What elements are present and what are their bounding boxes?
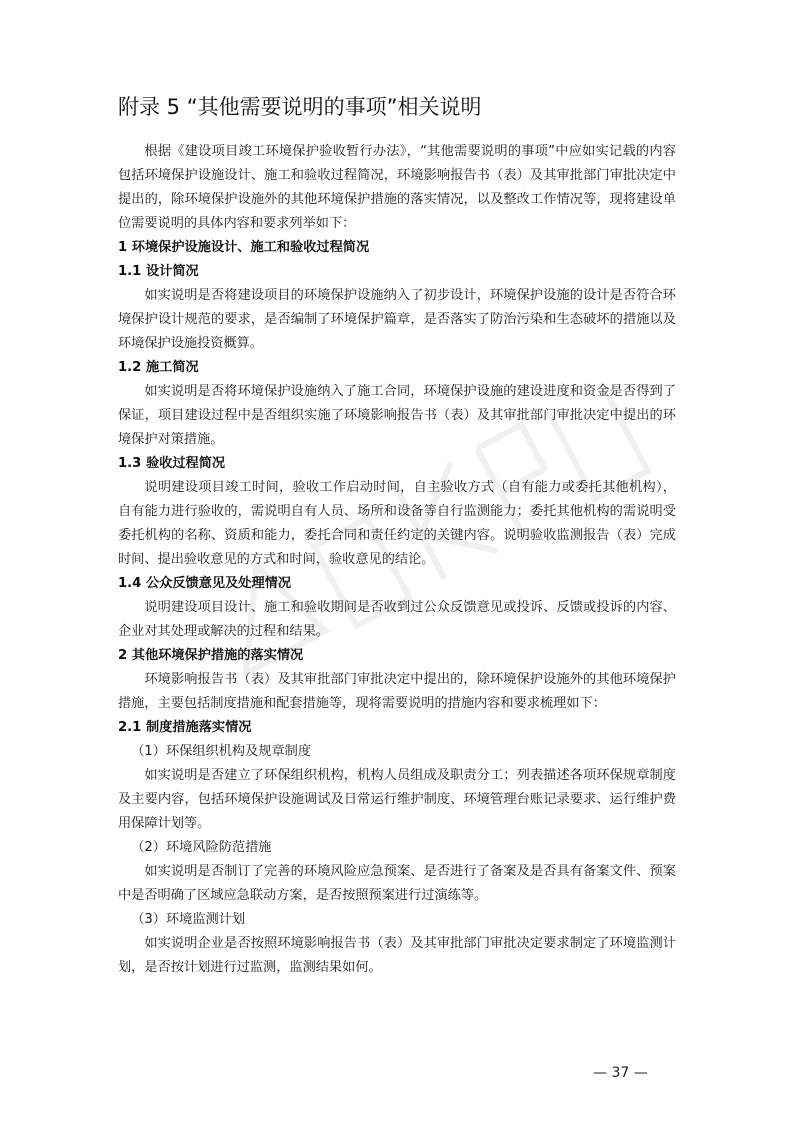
section-1-3-text: 说明建设项目竣工时间，验收工作启动时间，自主验收方式（自有能力或委托其他机构），自有能力进行验收的，需说明自有人员、场所和设备等自行监测能力；委托其他机构的需说明受委托机构的名称、资质和能力，委托合同和责任约定的关键内容。说明验收监测报告（表）完成时间、提出验收意见的方式和时间，验收意见的结论。: [118, 480, 676, 567]
intro-paragraph: 根据《建设项目竣工环境保护验收暂行办法》，“其他需要说明的事项”中应如实记载的内容包括环境保护设施设计、施工和验收过程简况，环境影响报告书（表）及其审批部门审批决定中提出的，除环境保护设施外的其他环境保护措施的落实情况，以及整改工作情况等，现将建设单位需要说明的具体内容和要求列举如下：: [118, 144, 676, 231]
item-2-label: （2）环境风险防范措施: [131, 840, 272, 855]
document-body: [118, 140, 676, 980]
item-3-text: 如实说明企业是否按照环境影响报告书（表）及其审批部门审批决定要求制定了环境监测计划，是否按计划进行过监测，监测结果如何。: [118, 936, 676, 975]
item-1-label: （1）环保组织机构及规章制度: [131, 744, 312, 759]
item-1-text: 如实说明是否建立了环保组织机构，机构人员组成及职责分工；列表描述各项环保规章制度及主要内容，包括环境保护设施调试及日常运行维护制度、环境管理台账记录要求、运行维护费用保障计划等。: [118, 768, 676, 831]
section-1-1-text: 如实说明是否将建设项目的环境保护设施纳入了初步设计，环境保护设施的设计是否符合环境保护设计规范的要求，是否编制了环境保护篇章，是否落实了防治污染和生态破坏的措施以及环境保护设施投资概算。: [118, 288, 676, 351]
section-1-2-text: 如实说明是否将环境保护设施纳入了施工合同，环境保护设施的建设进度和资金是否得到了保证，项目建设过程中是否组织实施了环境影响报告书（表）及其审批部门审批决定中提出的环境保护对策措施。: [118, 384, 676, 447]
item-2-text: 如实说明是否制订了完善的环境风险应急预案、是否进行了备案及是否具有备案文件、预案中是否明确了区域应急联动方案，是否按照预案进行过演练等。: [118, 864, 676, 903]
section-1-heading: 1 环境保护设施设计、施工和验收过程简况: [118, 240, 370, 255]
section-1-2-heading: 1.2 施工简况: [118, 360, 199, 375]
section-1-4-heading: 1.4 公众反馈意见及处理情况: [118, 576, 292, 591]
section-1-1-heading: 1.1 设计简况: [118, 264, 199, 279]
section-2-heading: 2 其他环境保护措施的落实情况: [118, 648, 304, 663]
item-3-label: （3）环境监测计划: [131, 912, 246, 927]
page-title: 附录 5 “其他需要说明的事项”相关说明: [118, 95, 482, 119]
section-2-1-heading: 2.1 制度措施落实情况: [118, 720, 252, 735]
section-1-4-text: 说明建设项目设计、施工和验收期间是否收到过公众反馈意见或投诉、反馈或投诉的内容、企业对其处理或解决的过程和结果。: [118, 600, 676, 639]
section-1-3-heading: 1.3 验收过程简况: [118, 456, 226, 471]
page-number: — 37 —: [593, 1065, 648, 1081]
section-2-intro: 环境影响报告书（表）及其审批部门审批决定中提出的，除环境保护设施外的其他环境保护措施，主要包括制度措施和配套措施等，现将需要说明的措施内容和要求梳理如下：: [118, 672, 676, 711]
